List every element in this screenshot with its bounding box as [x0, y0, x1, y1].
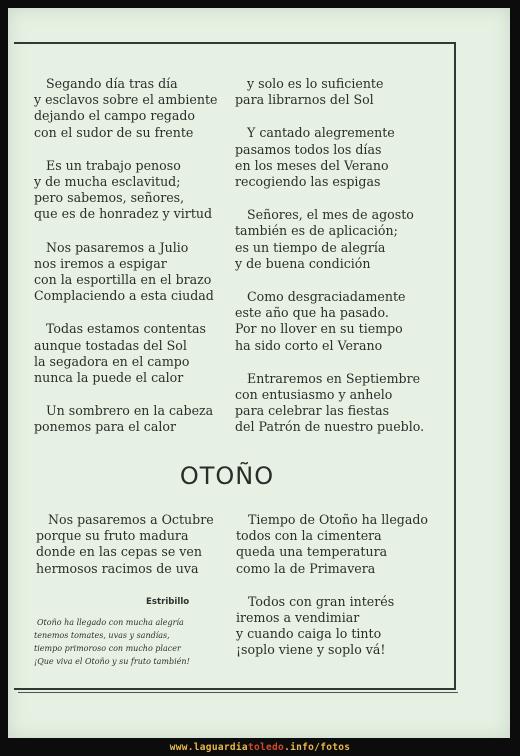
- verse-line: que es de honradez y virtud: [34, 206, 213, 222]
- refrain-block: [34, 616, 190, 668]
- verse-line: dejando el campo regado: [34, 108, 196, 124]
- verse-line: Tiempo de Otoño ha llegado: [248, 512, 428, 527]
- verse-line: Como desgraciadamente: [247, 289, 406, 305]
- stanza: [34, 158, 217, 223]
- watermark-part-1: www.laguardia: [169, 742, 248, 753]
- verse-line: Nos pasaremos a Octubre: [48, 512, 214, 527]
- summer-left-column: [34, 76, 217, 453]
- verse-line: pasamos todos los días: [235, 141, 382, 157]
- frame-top-rule: [14, 42, 454, 44]
- stanza: [34, 321, 217, 386]
- stanza: [235, 371, 424, 436]
- verse-line: ha sido corto el Verano: [235, 337, 383, 353]
- verse-line: con la esportilla en el brazo: [34, 272, 212, 288]
- verse-line: Nos pasaremos a Julio: [46, 239, 189, 255]
- refrain-line: ¡Que viva el Otoño y su fruto también!: [34, 657, 190, 666]
- verse-line: queda una temperatura: [236, 544, 388, 560]
- section-title: OTOÑO: [179, 462, 275, 490]
- frame-bottom-rule: [14, 688, 456, 690]
- verse-line: en los meses del Verano: [235, 157, 389, 173]
- summer-right-column: [235, 76, 424, 453]
- stanza: [235, 207, 424, 272]
- refrain-heading: Estribillo: [146, 597, 190, 607]
- verse-line: porque su fruto madura: [36, 528, 189, 544]
- verse-line: donde en las cepas se ven: [36, 544, 202, 560]
- verse-line: la segadora en el campo: [34, 353, 190, 369]
- verse-line: como la de Primavera: [236, 560, 376, 576]
- verse-line: Por no llover en su tiempo: [235, 321, 403, 337]
- verse-line: pero sabemos, señores,: [34, 190, 185, 206]
- verse-line: Un sombrero en la cabeza: [46, 403, 214, 419]
- verse-line: y de mucha esclavitud;: [34, 174, 181, 190]
- verse-line: Complaciendo a esta ciudad: [34, 288, 214, 304]
- stanza: [34, 240, 217, 305]
- stanza: [235, 289, 424, 354]
- stanza: [235, 76, 424, 108]
- watermark-part-2: toledo: [247, 742, 285, 753]
- stanza: [235, 125, 424, 190]
- verse-line: y solo es lo suficiente: [247, 76, 384, 91]
- verse-line: y de buena condición: [235, 255, 371, 271]
- autumn-left-column: [36, 512, 214, 594]
- verse-line: Es un trabajo penoso: [46, 157, 181, 173]
- watermark-link[interactable]: [0, 742, 520, 753]
- verse-line: ¡soplo viene y soplo vá!: [236, 642, 386, 658]
- verse-line: nos iremos a espigar: [34, 255, 167, 271]
- refrain-line: tenemos tomates, uvas y sandías,: [34, 631, 170, 640]
- verse-line: recogiendo las espigas: [235, 174, 381, 190]
- verse-line: es un tiempo de alegría: [235, 239, 386, 255]
- stanza: [34, 403, 217, 435]
- verse-line: Todas estamos contentas: [46, 321, 206, 337]
- stanza: [36, 512, 214, 577]
- verse-line: Segando día tras día: [46, 76, 178, 91]
- autumn-right-column: [236, 512, 428, 676]
- verse-line: Entraremos en Septiembre: [247, 370, 421, 386]
- verse-line: para librarnos del Sol: [235, 92, 374, 108]
- verse-line: aunque tostadas del Sol: [34, 337, 187, 353]
- verse-line: también es de aplicación;: [235, 223, 398, 239]
- verse-line: para celebrar las fiestas: [235, 403, 390, 419]
- frame-bottom-shadow-rule: [18, 692, 458, 693]
- verse-line: Y cantado alegremente: [247, 125, 395, 141]
- verse-line: con entusiasmo y anhelo: [235, 387, 393, 403]
- verse-line: y cuando caiga lo tinto: [236, 626, 382, 642]
- verse-line: Señores, el mes de agosto: [247, 207, 414, 223]
- watermark-part-3: .info/fotos: [284, 742, 351, 753]
- verse-line: este año que ha pasado.: [235, 305, 389, 321]
- stanza: [34, 76, 217, 141]
- verse-line: y esclavos sobre el ambiente: [34, 92, 218, 108]
- verse-line: nunca la puede el calor: [34, 370, 184, 386]
- verse-line: del Patrón de nuestro pueblo.: [235, 419, 425, 435]
- verse-line: todos con la cimentera: [236, 528, 382, 544]
- refrain-line: tiempo primoroso con mucho placer: [34, 644, 181, 653]
- verse-line: con el sudor de su frente: [34, 124, 194, 140]
- refrain-line: Otoño ha llegado con mucha alegría: [37, 618, 184, 627]
- stanza: [236, 512, 428, 577]
- stanza: [236, 594, 428, 659]
- verse-line: iremos a vendimiar: [236, 610, 360, 626]
- verse-line: hermosos racimos de uva: [36, 560, 199, 576]
- verse-line: Todos con gran interés: [248, 593, 395, 609]
- frame-right-rule: [454, 42, 456, 690]
- verse-line: ponemos para el calor: [34, 419, 176, 435]
